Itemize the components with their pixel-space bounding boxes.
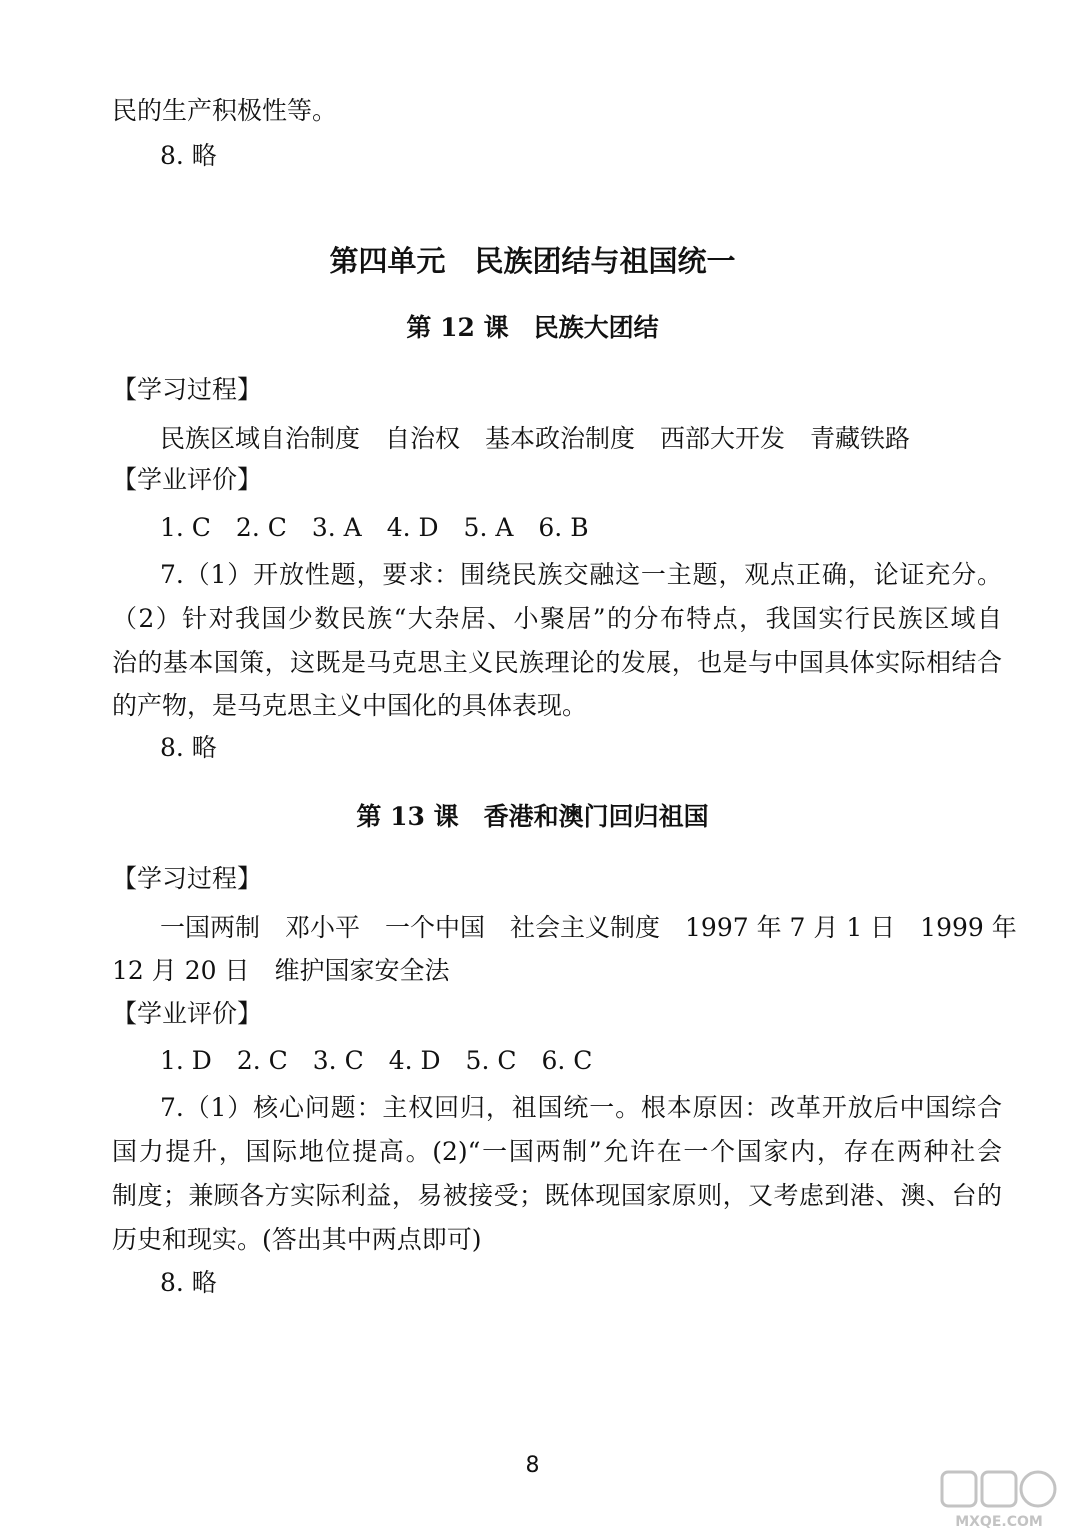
- lesson-13-q7-line: 制度；兼顾各方实际利益，易被接受；既体现国家原则，又考虑到港、澳、台的: [112, 1181, 1002, 1210]
- page-number: 8: [525, 1453, 540, 1478]
- watermark-text: MXQE.COM: [955, 1514, 1043, 1530]
- lesson-12-title: 第 12 课 民族大团结: [406, 313, 659, 342]
- lesson-12-process-answers: 民族区域自治制度 自治权 基本政治制度 西部大开发 青藏铁路: [160, 424, 911, 453]
- lesson-12-choice-answers: 1. C 2. C 3. A 4. D 5. A 6. B: [160, 513, 589, 542]
- continuation-text: 民的生产积极性等。: [112, 96, 338, 125]
- lesson-12-q7-line: 治的基本国策，这既是马克思主义民族理论的发展，也是与中国具体实际相结合: [112, 648, 1002, 677]
- lesson-13-process-line: 一国两制 邓小平 一个中国 社会主义制度 1997 年 7 月 1 日 1999 年: [160, 913, 1017, 942]
- lesson-13-title: 第 13 课 香港和澳门回归祖国: [356, 802, 709, 831]
- lesson-13-choice-answers: 1. D 2. C 3. C 4. D 5. C 6. C: [160, 1046, 593, 1075]
- lesson-13-q7-line: 7.（1）核心问题：主权回归，祖国统一。根本原因：改革开放后中国综合: [160, 1093, 1002, 1122]
- lesson-12-q7-line: 的产物，是马克思主义中国化的具体表现。: [112, 691, 588, 720]
- lesson-13-q8-answer: 8. 略: [160, 1268, 217, 1297]
- unit-title: 第四单元 民族团结与祖国统一: [329, 244, 736, 278]
- lesson-12-q7-line: （2）针对我国少数民族“大杂居、小聚居”的分布特点，我国实行民族区域自: [112, 604, 1002, 633]
- lesson-12-process-heading: 【学习过程】: [112, 375, 263, 404]
- prev-q8-answer: 8. 略: [160, 141, 217, 170]
- lesson-13-q7-line: 历史和现实。(答出其中两点即可): [112, 1225, 482, 1254]
- lesson-13-process-heading: 【学习过程】: [112, 864, 263, 893]
- watermark-logo: [938, 1468, 1060, 1532]
- lesson-12-q8-answer: 8. 略: [160, 733, 217, 762]
- lesson-13-eval-heading: 【学业评价】: [112, 999, 263, 1028]
- lesson-13-process-line: 12 月 20 日 维护国家安全法: [112, 956, 450, 985]
- lesson-12-q7-line: 7.（1）开放性题，要求：围绕民族交融这一主题，观点正确，论证充分。: [160, 560, 1002, 589]
- lesson-13-q7-line: 国力提升，国际地位提高。(2)“一国两制”允许在一个国家内，存在两种社会: [112, 1137, 1002, 1166]
- lesson-12-eval-heading: 【学业评价】: [112, 465, 263, 494]
